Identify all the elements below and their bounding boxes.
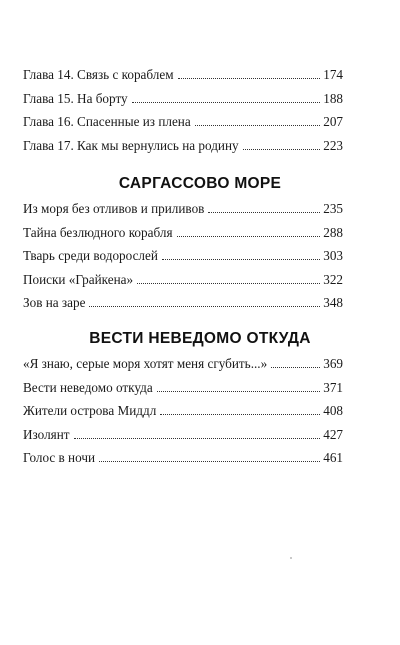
toc-section-sargasso — [23, 197, 343, 315]
toc-entry — [23, 110, 343, 134]
toc-entry-title: Зов на заре — [23, 295, 86, 310]
dot-leader — [89, 306, 320, 307]
toc-entry-page: 303 — [323, 248, 343, 263]
dot-leader — [177, 236, 321, 237]
toc-entry-page: 348 — [323, 295, 343, 310]
toc-entry-page: 188 — [323, 90, 343, 106]
dot-leader — [271, 367, 320, 368]
toc-entry-page: 322 — [323, 271, 343, 287]
toc-entry-title: Жители острова Миддл — [23, 403, 157, 418]
toc-entry-title: Глава 16. Спасенные из плена — [23, 114, 191, 129]
toc-entry-page: 288 — [323, 224, 343, 240]
dot-leader — [162, 259, 320, 260]
toc-entry — [23, 87, 343, 111]
toc-entry — [23, 291, 343, 315]
toc-entry-page: 371 — [323, 379, 343, 395]
toc-entry — [23, 197, 343, 221]
toc-entry-page: 235 — [323, 201, 343, 216]
toc-entry — [23, 399, 343, 423]
toc-entry-page: 369 — [323, 356, 343, 371]
toc-entry-page: 223 — [323, 137, 343, 153]
toc-entry — [23, 268, 343, 292]
toc-entry-page: 427 — [323, 426, 343, 442]
toc-entry — [23, 244, 343, 268]
toc-entry-title: Вести неведомо откуда — [23, 379, 153, 395]
toc-entry-page: 207 — [323, 114, 343, 129]
dot-leader — [132, 102, 321, 103]
dot-leader — [137, 283, 320, 284]
dot-leader — [243, 149, 321, 150]
toc-entry-title: Голос в ночи — [23, 450, 96, 465]
toc-entry-title: Глава 15. На борту — [23, 90, 128, 106]
toc-entry-title: Глава 17. Как мы вернулись на родину — [23, 137, 239, 153]
toc-entry-title: «Я знаю, серые моря хотят меня сгубить...» — [23, 356, 268, 371]
toc-entry-title: Тварь среди водорослей — [23, 248, 158, 263]
toc-entry — [23, 134, 343, 158]
toc-section-chapters — [23, 63, 343, 157]
toc-entry — [23, 352, 343, 376]
toc-entry-title: Изолянт — [23, 426, 70, 442]
toc-entry-title: Тайна безлюдного корабля — [23, 224, 173, 240]
toc-entry-page: 174 — [323, 67, 343, 82]
dot-leader — [160, 414, 320, 415]
dot-leader — [178, 78, 321, 79]
toc-entry — [23, 221, 343, 245]
toc-entry — [23, 446, 343, 470]
section-heading-sargasso: САРГАССОВО МОРЕ — [118, 175, 282, 192]
toc-entry — [23, 376, 343, 400]
toc-entry-title: Глава 14. Связь с кораблем — [23, 67, 174, 82]
toc-entry — [23, 423, 343, 447]
toc-entry-title: Из моря без отливов и приливов — [23, 201, 205, 216]
toc-entry-page: 461 — [323, 450, 343, 465]
dot-leader — [74, 438, 321, 439]
toc-entry — [23, 63, 343, 87]
toc-entry-page: 408 — [323, 403, 343, 418]
dot-leader — [157, 391, 321, 392]
toc-entry-title: Поиски «Грайкена» — [23, 271, 134, 287]
dot-leader — [195, 125, 321, 126]
section-heading-news: ВЕСТИ НЕВЕДОМО ОТКУДА — [89, 330, 311, 347]
dot-leader — [99, 461, 320, 462]
toc-section-news — [23, 352, 343, 470]
page-speck — [290, 557, 292, 559]
dot-leader — [208, 212, 320, 213]
